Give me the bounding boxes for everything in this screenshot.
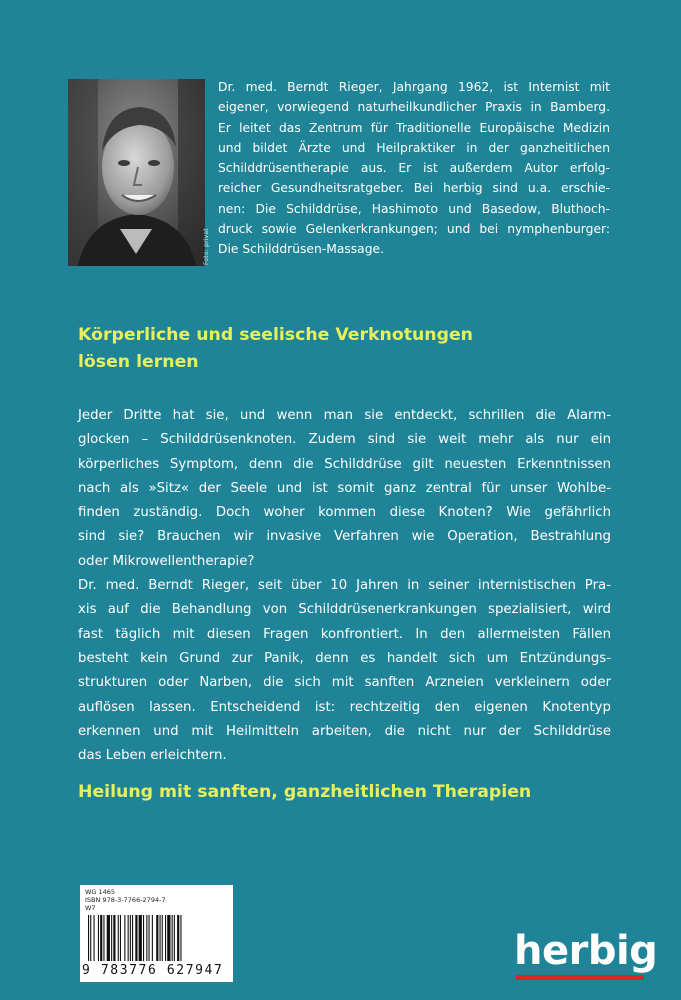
barcode-bar bbox=[135, 915, 137, 961]
barcode-bar bbox=[94, 915, 95, 961]
bio-line: Er leitet das Zentrum für Traditionelle Europäische Medizin bbox=[218, 120, 610, 135]
barcode-bar bbox=[130, 915, 131, 961]
bio-line: Die Schilddrüsen-Massage. bbox=[218, 242, 384, 257]
blurb-line: Jeder Dritte hat sie, und wenn man sie entdeckt, schrillen die Alarm- bbox=[78, 408, 611, 423]
barcode-bar bbox=[98, 915, 99, 961]
headline-knots: Körperliche und seelische Verknotungen bbox=[78, 325, 473, 345]
barcode-bar bbox=[120, 915, 121, 961]
blurb-line: nach als »Sitz« der Seele und ist somit ganz zentral für unser Wohlbe- bbox=[78, 480, 611, 496]
barcode-bar bbox=[162, 915, 163, 961]
logo-underline bbox=[516, 975, 644, 980]
author-bio bbox=[218, 77, 610, 260]
blurb-line: auflösen lassen. Entscheidend ist: rechtzeitig den eigenen Knotentyp bbox=[78, 699, 611, 715]
barcode-bar bbox=[111, 915, 112, 961]
barcode-digits: 9 783776 627947 bbox=[82, 963, 224, 978]
barcode-bar bbox=[172, 915, 173, 961]
barcode-bar bbox=[149, 915, 150, 961]
blurb-line: besteht kein Grund zur Panik, denn es handelt sich um Entzündungs- bbox=[78, 650, 611, 666]
barcode-bar bbox=[143, 915, 144, 961]
barcode-bar bbox=[152, 915, 153, 961]
blurb-line: erkennen und mit Heilmitteln arbeiten, die nicht nur der Schilddrüse bbox=[78, 723, 611, 739]
bio-line: eigener, vorwiegend naturheilkundlicher Praxis in Bamberg. bbox=[218, 100, 610, 115]
bio-line: druck sowie Gelenkerkrankungen; und bei nymphenburger: bbox=[218, 222, 610, 237]
blurb-line: körperliches Symptom, denn die Schilddrüse gilt neuesten Erkenntnissen bbox=[78, 456, 611, 472]
barcode-bar bbox=[103, 915, 104, 961]
blurb-line: Dr. med. Berndt Rieger, seit über 10 Jahren in seiner internistischen Pra- bbox=[78, 578, 611, 594]
barcode-bar bbox=[177, 915, 179, 961]
publisher-logo: herbig bbox=[514, 928, 658, 974]
barcode-bar bbox=[132, 915, 133, 961]
barcode-bar bbox=[113, 915, 115, 961]
barcode-bar bbox=[88, 915, 89, 961]
barcode-bar bbox=[100, 915, 102, 961]
barcode-bar bbox=[90, 915, 91, 961]
blurb-line: xis auf die Behandlung von Schilddrüsenerkrankungen spezialisiert, wird bbox=[78, 602, 611, 618]
bio-line: Schilddrüsentherapie aus. Er ist außerdem Autor erfolg- bbox=[218, 161, 610, 176]
isbn-text: ISBN 978-3-7766-2794-7 bbox=[85, 896, 166, 904]
bio-line: Dr. med. Berndt Rieger, Jahrgang 1962, ist Internist mit bbox=[218, 80, 610, 94]
barcode-bar bbox=[174, 915, 175, 961]
blurb-line: oder Mikrowellentherapie? bbox=[78, 553, 255, 569]
barcode-bar bbox=[156, 915, 158, 961]
bio-line: reicher Gesundheitsratgeber. Bei herbig sind u.a. erschie- bbox=[218, 181, 610, 196]
bio-line: und bildet Ärzte und Heilpraktiker in der ganzheitlichen bbox=[218, 140, 610, 155]
barcode-box bbox=[80, 885, 233, 982]
barcode-bar bbox=[167, 915, 170, 961]
headline-knots-line2: lösen lernen bbox=[78, 352, 199, 372]
barcode-bar bbox=[128, 915, 129, 961]
barcode-bar bbox=[160, 915, 161, 961]
bio-line: nen: Die Schilddrüse, Hashimoto und Basedow, Bluthoch- bbox=[218, 201, 610, 216]
blurb-line: sind sie? Brauchen wir invasive Verfahren wie Operation, Bestrahlung bbox=[78, 529, 611, 545]
barcode-bars bbox=[86, 915, 226, 963]
barcode-bar bbox=[107, 915, 110, 961]
barcode-bar bbox=[165, 915, 166, 961]
wg-code: WG 1465 bbox=[85, 888, 116, 896]
headline-healing: Heilung mit sanften, ganzheitlichen Therapien bbox=[78, 782, 532, 802]
blurb-line: finden zuständig. Doch woher kommen diese Knoten? Wie gefährlich bbox=[78, 505, 611, 521]
barcode-bar bbox=[146, 915, 147, 961]
barcode-bar bbox=[118, 915, 119, 961]
edition-code: W7 bbox=[85, 904, 96, 912]
blurb-line: strukturen oder Narben, die sich mit sanften Arzneien verkleinern oder bbox=[78, 675, 611, 691]
author-photo bbox=[68, 79, 205, 266]
blurb-line: das Leben erleichtern. bbox=[78, 748, 227, 764]
blurb-line: fast täglich mit diesen Fragen konfrontiert. In den allermeisten Fällen bbox=[78, 626, 611, 642]
photo-credit: Foto: privat bbox=[203, 228, 210, 265]
barcode-bar bbox=[139, 915, 142, 961]
blurb-text bbox=[78, 404, 611, 768]
barcode-bar bbox=[124, 915, 125, 961]
blurb-line: glocken – Schilddrüsenknoten. Zudem sind sie weit mehr als nur ein bbox=[78, 432, 611, 448]
barcode-bar bbox=[180, 915, 181, 961]
